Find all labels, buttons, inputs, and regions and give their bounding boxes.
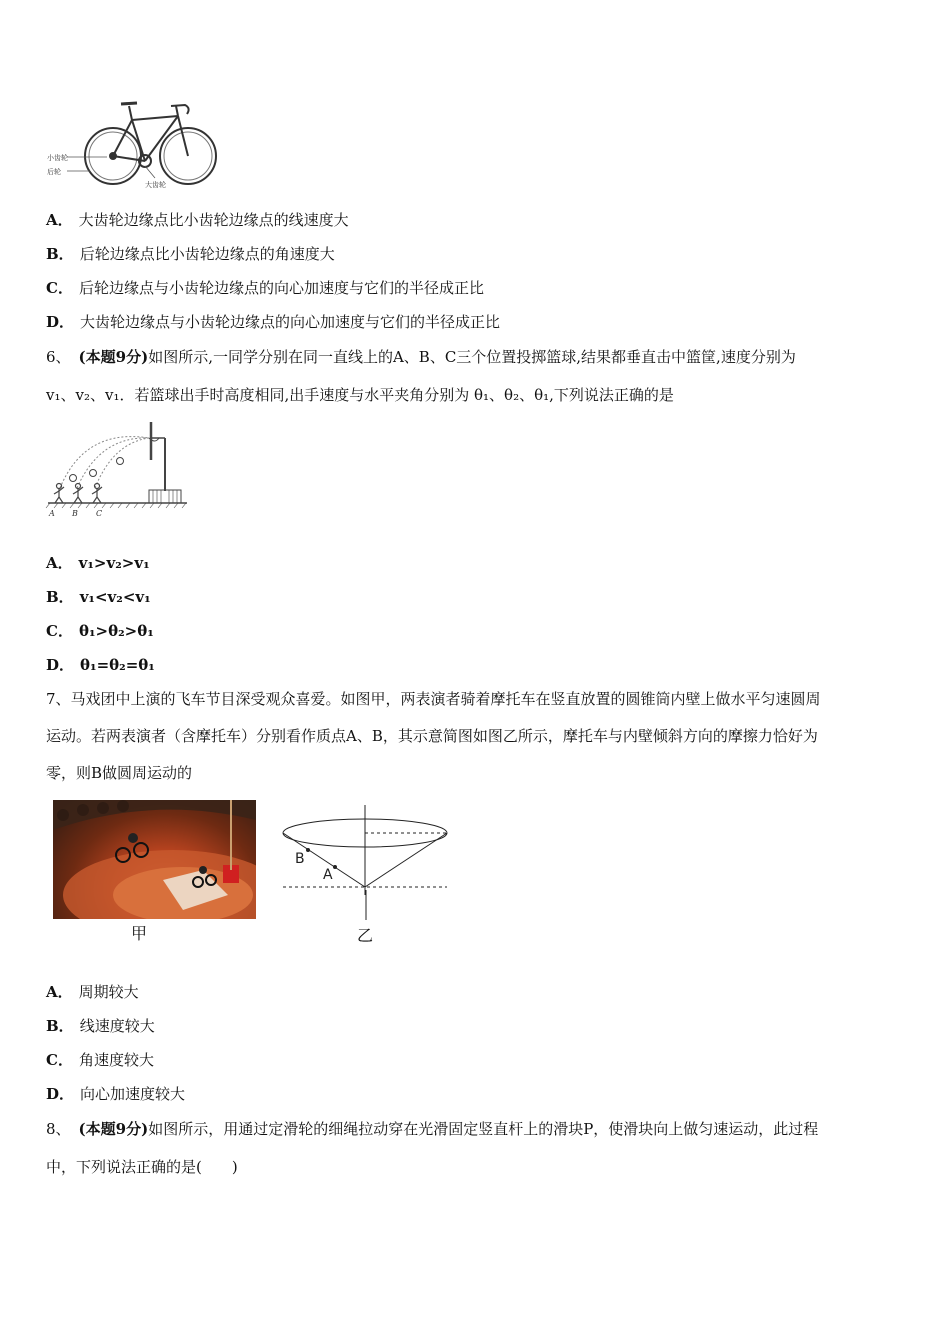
q7-stem-line1 [46, 689, 821, 709]
bicycle-drawing [85, 103, 216, 184]
option-text: 向心加速度较大 [80, 1085, 186, 1103]
question-number: 7、 [46, 690, 71, 708]
option-text: 后轮边缘点比小齿轮边缘点的角速度大 [79, 245, 335, 263]
question-points: (本题9分) [78, 1120, 149, 1138]
option-text: 角速度较大 [78, 1051, 154, 1069]
option-text: 周期较大 [78, 983, 139, 1001]
position-label-c: C [96, 509, 103, 518]
q7-option-d [46, 1084, 185, 1104]
figure-caption-right: 乙 [357, 926, 374, 945]
q6-option-c [46, 621, 154, 641]
q5-option-d [46, 312, 500, 332]
option-text: θ₁=θ₂=θ₁ [80, 656, 155, 674]
position-label-a: A [49, 509, 55, 518]
option-letter: A． [46, 554, 73, 572]
q7-stem-line3 [46, 763, 192, 783]
position-label-b: B [72, 509, 78, 518]
trajectory-arcs-drawing [60, 437, 149, 488]
small-gear-label: 小齿轮 [47, 154, 68, 162]
option-letter: C． [46, 279, 73, 297]
option-letter: C． [46, 1051, 73, 1069]
q8-stem-line2 [46, 1157, 238, 1177]
question-text: v₁、v₂、v₁．若篮球出手时高度相同,出手速度与水平夹角分别为 θ₁、θ₂、θ₁,下列说法正确的是 [46, 386, 674, 404]
q6-stem-line1 [46, 347, 796, 367]
figure-caption-left: 甲 [131, 924, 148, 943]
question-number: 6、 [46, 348, 71, 366]
q5-option-c [46, 278, 484, 298]
option-text: 大齿轮边缘点与小齿轮边缘点的向心加速度与它们的半径成正比 [80, 313, 501, 331]
bicycle-figure [45, 98, 220, 193]
option-text: 后轮边缘点与小齿轮边缘点的向心加速度与它们的半径成正比 [78, 279, 484, 297]
cone-label-a: A [323, 867, 333, 883]
cone-label-b: B [295, 851, 305, 867]
option-letter: B． [46, 588, 74, 606]
option-letter: D． [46, 656, 75, 674]
option-letter: C． [46, 622, 73, 640]
question-text: 马戏团中上演的飞车节目深受观众喜爱。如图甲，两表演者骑着摩托车在竖直放置的圆锥筒内壁上做水平匀速圆周 [70, 690, 821, 708]
q6-option-b [46, 587, 151, 607]
big-gear-label: 大齿轮 [145, 181, 166, 189]
q7-stem-line2 [46, 726, 818, 746]
q5-option-b [46, 244, 335, 264]
question-text: 中，下列说法正确的是( ) [46, 1158, 238, 1176]
q7-option-a [46, 982, 139, 1002]
option-text: θ₁>θ₂>θ₁ [78, 622, 154, 640]
q7-option-b [46, 1016, 155, 1036]
option-letter: A． [46, 983, 73, 1001]
motorcycle-cage-photo [53, 800, 256, 919]
q6-option-a [46, 553, 150, 573]
option-text: 大齿轮边缘点比小齿轮边缘点的线速度大 [78, 211, 349, 229]
cone-axis-extension-drawing [365, 890, 367, 920]
point-a-drawing [333, 865, 337, 869]
option-text: 线速度较大 [79, 1017, 155, 1035]
option-letter: B． [46, 245, 74, 263]
option-text: v₁>v₂>v₁ [78, 554, 150, 572]
rear-wheel-label: 后轮 [47, 168, 61, 176]
option-letter: D． [46, 1085, 75, 1103]
q7-option-c [46, 1050, 154, 1070]
option-text: v₁<v₂<v₁ [79, 588, 151, 606]
question-points: (本题9分) [78, 348, 149, 366]
option-letter: D． [46, 313, 75, 331]
point-b-drawing [306, 848, 310, 852]
question-text: 运动。若两表演者（含摩托车）分别看作质点A、B，其示意简图如图乙所示，摩托车与内壁倾斜方向的摩擦力恰好为 [46, 727, 818, 745]
q8-stem-line1 [46, 1119, 818, 1139]
cone-diagram [280, 805, 450, 895]
q5-option-a [46, 210, 349, 230]
question-text: 零，则B做圆周运动的 [46, 764, 193, 782]
option-letter: B． [46, 1017, 74, 1035]
question-text: 如图所示,一同学分别在同一直线上的A、B、C三个位置投掷篮球,结果都垂直击中篮筐,速度分别为 [148, 348, 796, 366]
q6-stem-line2 [46, 385, 674, 405]
q6-option-d [46, 655, 155, 675]
basketball-figure [45, 418, 190, 520]
question-number: 8、 [46, 1120, 71, 1138]
question-text: 如图所示，用通过定滑轮的细绳拉动穿在光滑固定竖直杆上的滑块P，使滑块向上做匀速运动，此过程 [148, 1120, 819, 1138]
option-letter: A． [46, 211, 73, 229]
